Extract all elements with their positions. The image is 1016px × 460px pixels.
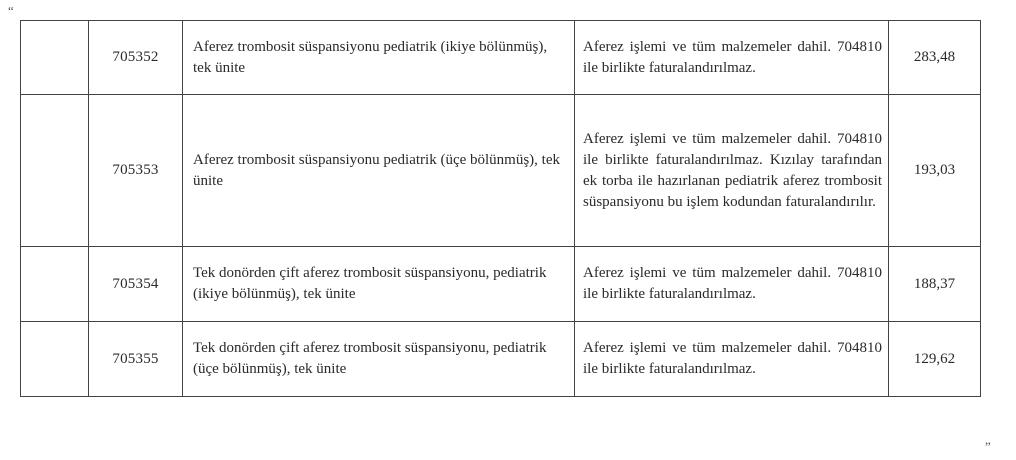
procedure-code: 705353 <box>89 95 183 247</box>
table-row <box>21 95 981 247</box>
procedure-description: Tek donörden çift aferez trombosit süspansiyonu, pediatrik (üçe bölünmüş), tek ünite <box>183 322 575 397</box>
table-row <box>21 21 981 95</box>
procedure-price: 193,03 <box>889 95 981 247</box>
table-row <box>21 322 981 397</box>
blank-cell <box>21 21 89 95</box>
closing-quote-mark: ” <box>985 439 991 454</box>
procedure-code: 705355 <box>89 322 183 397</box>
procedure-note: Aferez işlemi ve tüm malzemeler dahil. 704810 ile birlikte faturalandırılmaz. <box>575 247 889 322</box>
procedure-price: 283,48 <box>889 21 981 95</box>
blank-cell <box>21 322 89 397</box>
procedure-price: 129,62 <box>889 322 981 397</box>
procedure-description: Aferez trombosit süspansiyonu pediatrik (ikiye bölünmüş), tek ünite <box>183 21 575 95</box>
blank-cell <box>21 95 89 247</box>
opening-quote-mark: “ <box>8 3 14 18</box>
procedure-description: Aferez trombosit süspansiyonu pediatrik (üçe bölünmüş), tek ünite <box>183 95 575 247</box>
procedure-note: Aferez işlemi ve tüm malzemeler dahil. 704810 ile birlikte faturalandırılmaz. Kızılay tarafından ek torba ile hazırlanan pediatrik aferez trombosit süspansiyonu bu işlem kodundan faturalandırılır. <box>575 95 889 247</box>
procedure-code: 705352 <box>89 21 183 95</box>
table-row <box>21 247 981 322</box>
procedure-note: Aferez işlemi ve tüm malzemeler dahil. 704810 ile birlikte faturalandırılmaz. <box>575 322 889 397</box>
procedure-code: 705354 <box>89 247 183 322</box>
blank-cell <box>21 247 89 322</box>
procedure-fee-table <box>20 20 981 397</box>
procedure-description: Tek donörden çift aferez trombosit süspansiyonu, pediatrik (ikiye bölünmüş), tek ünite <box>183 247 575 322</box>
procedure-price: 188,37 <box>889 247 981 322</box>
procedure-note: Aferez işlemi ve tüm malzemeler dahil. 704810 ile birlikte faturalandırılmaz. <box>575 21 889 95</box>
